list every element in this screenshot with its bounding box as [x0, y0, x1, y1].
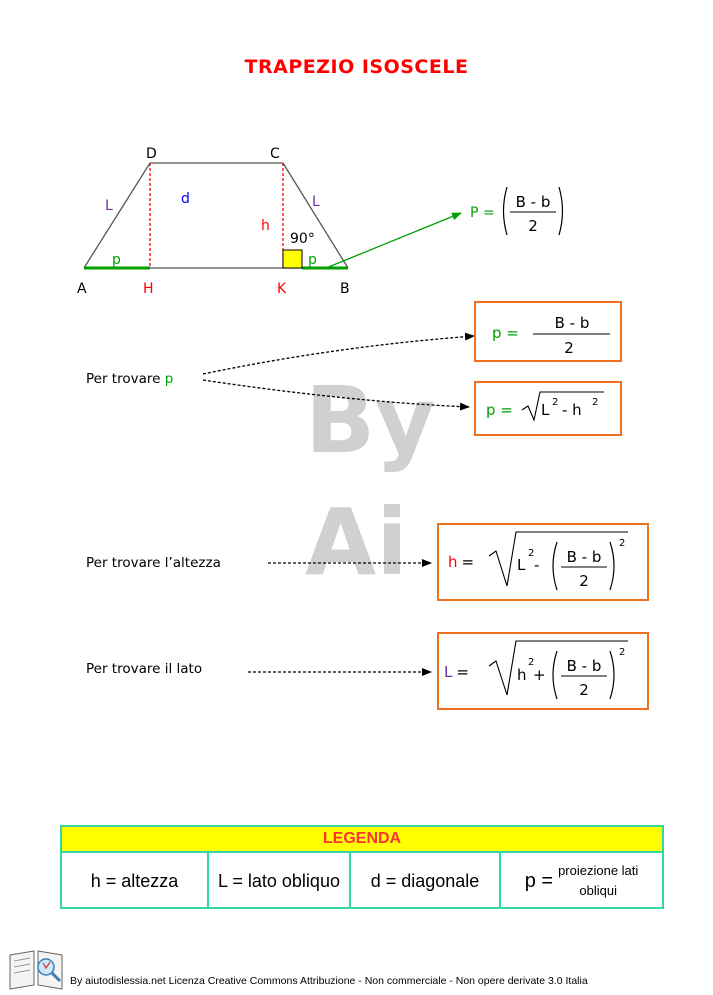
label-p-right: p	[308, 252, 317, 268]
box-h-num: B - b	[566, 548, 602, 566]
box-p2-exp2: 2	[592, 397, 599, 408]
box-h-den: 2	[579, 572, 589, 590]
formula-top-num: B - b	[515, 193, 551, 211]
box-h-paren-left	[553, 542, 557, 590]
box-p1-den: 2	[564, 339, 574, 357]
watermark-line-2: Ai	[305, 489, 408, 596]
box-l-outer-exp: 2	[619, 647, 626, 658]
box-h-op: -	[534, 556, 540, 574]
find-l-label: Per trovare il lato	[86, 661, 203, 677]
box-l-paren-left	[553, 651, 557, 699]
find-h-section	[86, 524, 648, 600]
box-p1-num: B - b	[554, 314, 590, 332]
box-p2-minus: - h	[562, 401, 582, 419]
vertex-a: A	[77, 281, 87, 297]
find-h-label: Per trovare l’altezza	[86, 555, 221, 571]
arrow-to-p1	[203, 336, 474, 374]
book-logo-icon	[6, 945, 66, 991]
box-p2-exp1: 2	[552, 397, 559, 408]
box-p2-base: L	[541, 401, 550, 419]
box-l-num: B - b	[566, 657, 602, 675]
formula-top-den: 2	[528, 217, 538, 235]
legend-h: h = altezza	[62, 853, 209, 909]
label-h: h	[261, 218, 270, 234]
sqrt-l	[489, 641, 628, 695]
arrow-to-p2	[203, 380, 469, 407]
legend-p-desc-2: obliqui	[579, 883, 617, 898]
page-title: TRAPEZIO ISOSCELE	[244, 56, 469, 78]
vertex-k: K	[277, 281, 287, 297]
legend-table	[60, 825, 664, 909]
vertex-b: B	[340, 281, 350, 297]
legend-d: d = diagonale	[351, 853, 501, 909]
legend-p-desc-1: proiezione lati	[558, 863, 639, 878]
sqrt-h	[489, 532, 628, 586]
formula-top	[470, 187, 563, 235]
legend-p	[501, 853, 662, 909]
legend-l: L = lato obliquo	[209, 853, 351, 909]
box-h-outer-exp: 2	[619, 538, 626, 549]
box-p1-lhs: p =	[492, 324, 519, 342]
box-h-lhs: h =	[448, 553, 475, 571]
paren-right	[559, 187, 563, 235]
watermark-line-1: By	[305, 367, 436, 474]
right-angle-marker	[283, 250, 302, 268]
box-l-op: +	[533, 666, 546, 684]
green-arrow	[326, 213, 461, 268]
vertex-h: H	[143, 281, 154, 297]
find-p-label: Per trovare p	[86, 371, 174, 387]
legend-row	[62, 853, 662, 909]
paren-left	[504, 187, 508, 235]
find-p-section	[86, 302, 621, 435]
box-l-paren-right	[610, 651, 614, 699]
legend-p-desc	[558, 861, 638, 901]
label-d: d	[181, 191, 190, 207]
vertex-d: D	[146, 146, 157, 162]
box-h-base: L	[517, 556, 526, 574]
legend-p-letter: p =	[524, 869, 554, 892]
box-p2-lhs: p =	[486, 401, 513, 419]
formula-top-lhs: P =	[470, 205, 495, 221]
footer-license: By aiutodislessia.net Licenza Creative Commons Attribuzione - Non commerciale - Non opere derivate 3.0 Italia	[70, 975, 588, 987]
label-p-left: p	[112, 252, 121, 268]
box-l-lhs: L =	[444, 663, 469, 681]
legend-header: LEGENDA	[62, 827, 662, 853]
box-l-exp: 2	[528, 657, 535, 668]
box-l-den: 2	[579, 681, 589, 699]
box-l-base: h	[517, 666, 527, 684]
find-l-section	[86, 633, 648, 709]
label-l-right: L	[312, 194, 320, 210]
vertex-c: C	[270, 146, 280, 162]
label-angle: 90°	[290, 231, 315, 247]
box-h-exp: 2	[528, 548, 535, 559]
label-l-left: L	[105, 198, 113, 214]
box-h-paren-right	[610, 542, 614, 590]
